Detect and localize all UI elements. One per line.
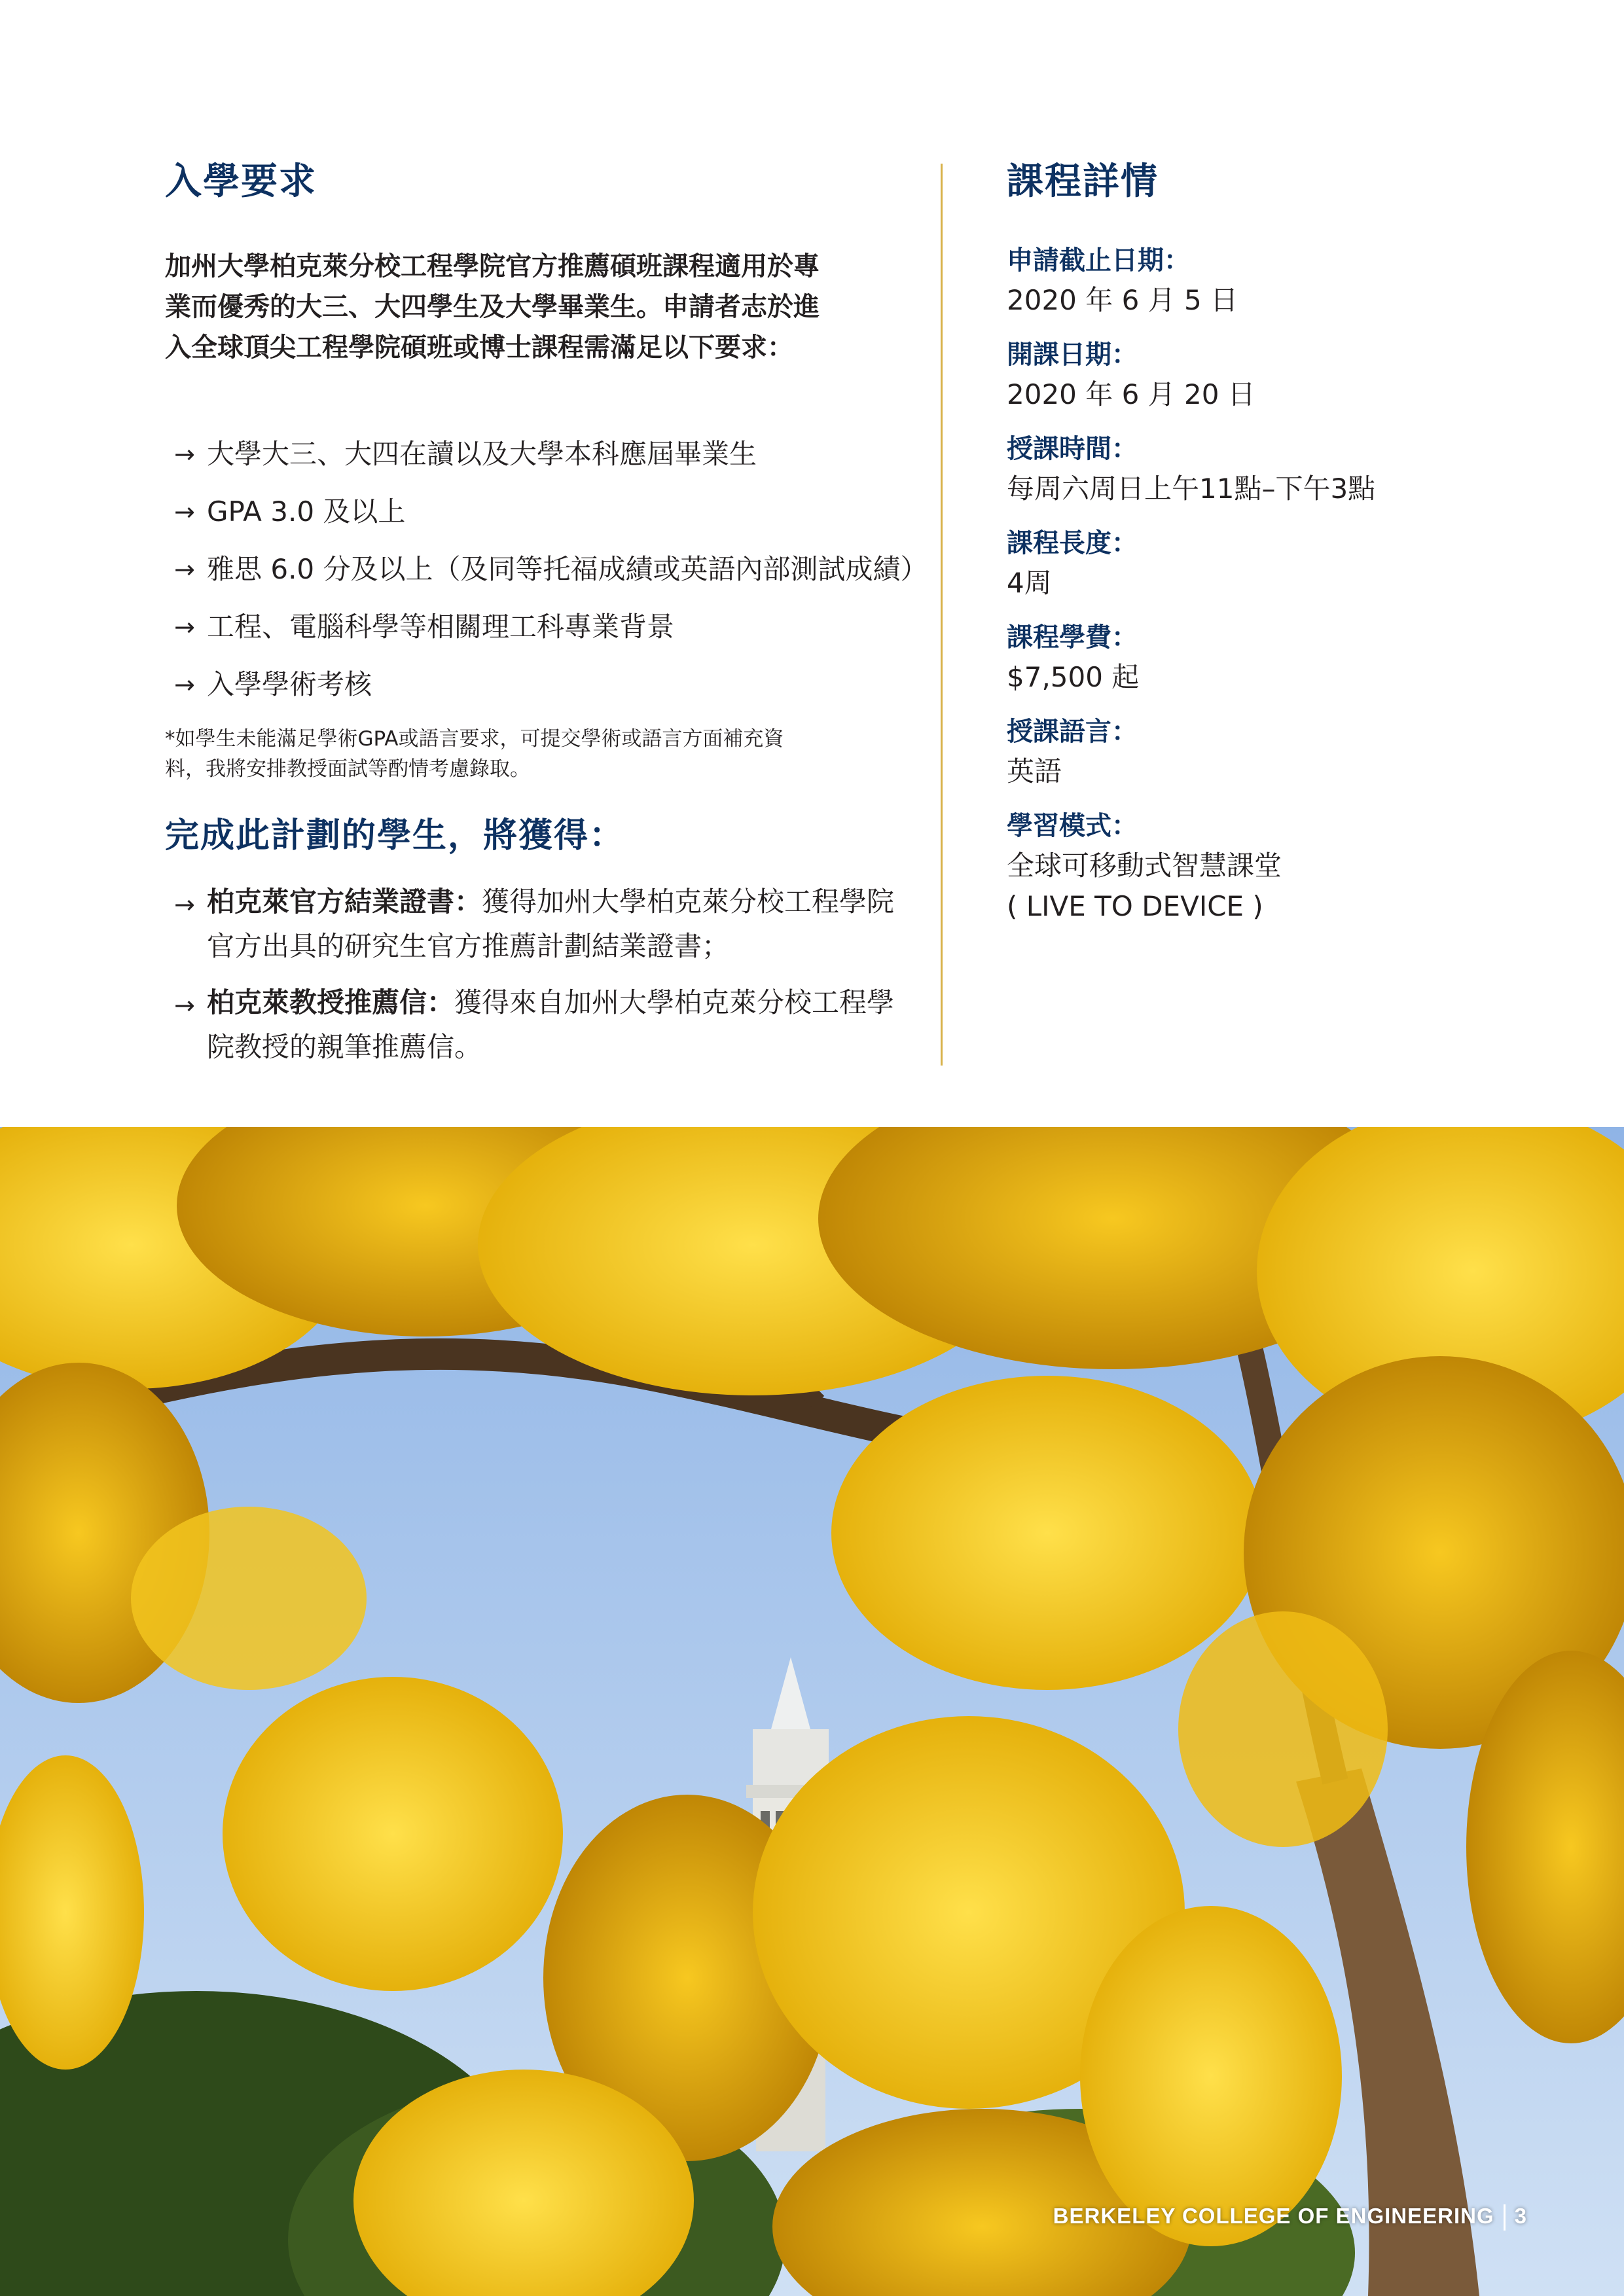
requirement-item: → 入學學術考核 bbox=[165, 666, 918, 703]
detail-learning-mode bbox=[1007, 806, 1543, 927]
arrow-right-icon: → bbox=[174, 440, 195, 469]
admission-heading: 入學要求 bbox=[165, 160, 317, 203]
requirements-list bbox=[165, 436, 928, 703]
detail-start-date bbox=[1007, 335, 1543, 415]
requirement-item: → GPA 3.0 及以上 bbox=[165, 493, 918, 530]
detail-value: 2020 年 6 月 20 日 bbox=[1007, 378, 1255, 410]
intro-line: 業而優秀的大三、大四學生及大學畢業生。申請者志於進 bbox=[165, 292, 820, 322]
detail-label: 課程學費： bbox=[1007, 622, 1138, 653]
course-heading: 課程詳情 bbox=[1007, 160, 1159, 203]
detail-value: 2020 年 6 月 5 日 bbox=[1007, 284, 1238, 316]
requirement-item: → 工程、電腦科學等相關理工科專業背景 bbox=[165, 609, 918, 645]
detail-language bbox=[1007, 712, 1543, 792]
benefit-item bbox=[165, 880, 918, 969]
detail-value: 英語 bbox=[1007, 755, 1062, 787]
arrow-right-icon: → bbox=[174, 555, 195, 584]
intro-line: 加州大學柏克萊分校工程學院官方推薦碩班課程適用於專 bbox=[165, 251, 820, 281]
benefit-item bbox=[165, 980, 918, 1069]
detail-value: 4周 bbox=[1007, 567, 1052, 599]
course-details-column bbox=[1007, 156, 1543, 941]
admission-note bbox=[165, 724, 918, 784]
campus-photo bbox=[0, 1127, 1624, 2296]
detail-duration bbox=[1007, 524, 1543, 603]
arrow-right-icon: → bbox=[174, 890, 195, 919]
intro-line: 入全球頂尖工程學院碩班或博士課程需滿足以下要求： bbox=[165, 332, 793, 363]
requirement-item: → 大學大三、大四在讀以及大學本科應屆畢業生 bbox=[165, 436, 918, 473]
detail-tuition bbox=[1007, 618, 1543, 698]
note-line: 料，我將安排教授面試等酌情考慮錄取。 bbox=[165, 757, 530, 781]
footer-separator bbox=[1504, 2204, 1506, 2231]
column-divider bbox=[941, 164, 943, 1066]
left-column bbox=[165, 156, 928, 1081]
requirement-item: → 雅思 6.0 分及以上（及同等托福成績或英語內部測試成績） bbox=[165, 551, 918, 588]
detail-label: 開課日期： bbox=[1007, 340, 1138, 370]
benefit-title: 柏克萊教授推薦信： bbox=[207, 986, 455, 1018]
detail-label: 授課語言： bbox=[1007, 717, 1138, 747]
detail-value: $7,500 起 bbox=[1007, 661, 1140, 693]
page-footer bbox=[1053, 2204, 1527, 2231]
detail-class-time bbox=[1007, 429, 1543, 509]
benefit-text: 院教授的親筆推薦信。 bbox=[207, 1031, 482, 1063]
ginkgo-tower-illustration bbox=[0, 1127, 1624, 2296]
admission-intro bbox=[165, 246, 918, 368]
benefit-title: 柏克萊官方結業證書： bbox=[207, 886, 482, 918]
detail-value: 每周六周日上午11點–下午3點 bbox=[1007, 473, 1376, 505]
arrow-right-icon: → bbox=[174, 613, 195, 641]
detail-deadline bbox=[1007, 241, 1543, 321]
note-line: *如學生未能滿足學術GPA或語言要求，可提交學術或語言方面補充資 bbox=[165, 727, 784, 751]
page-number: 3 bbox=[1514, 2203, 1527, 2228]
arrow-right-icon: → bbox=[174, 497, 195, 526]
detail-label: 授課時間： bbox=[1007, 434, 1138, 464]
benefit-text: 獲得加州大學柏克萊分校工程學院 bbox=[482, 886, 895, 918]
detail-label: 學習模式： bbox=[1007, 811, 1138, 841]
detail-label: 申請截止日期： bbox=[1007, 245, 1190, 276]
course-details bbox=[1007, 241, 1543, 927]
benefit-text: 獲得來自加州大學柏克萊分校工程學 bbox=[454, 986, 895, 1018]
detail-value-secondary: ( LIVE TO DEVICE ) bbox=[1007, 890, 1263, 922]
footer-brand: BERKELEY COLLEGE OF ENGINEERING bbox=[1053, 2203, 1494, 2228]
arrow-right-icon: → bbox=[174, 670, 195, 699]
arrow-right-icon: → bbox=[174, 991, 195, 1020]
benefit-text: 官方出具的研究生官方推薦計劃結業證書； bbox=[207, 930, 730, 962]
benefits-heading: 完成此計劃的學生，將獲得： bbox=[165, 816, 625, 855]
detail-value: 全球可移動式智慧課堂 bbox=[1007, 850, 1282, 882]
benefits-list bbox=[165, 880, 918, 1069]
detail-label: 課程長度： bbox=[1007, 528, 1138, 558]
